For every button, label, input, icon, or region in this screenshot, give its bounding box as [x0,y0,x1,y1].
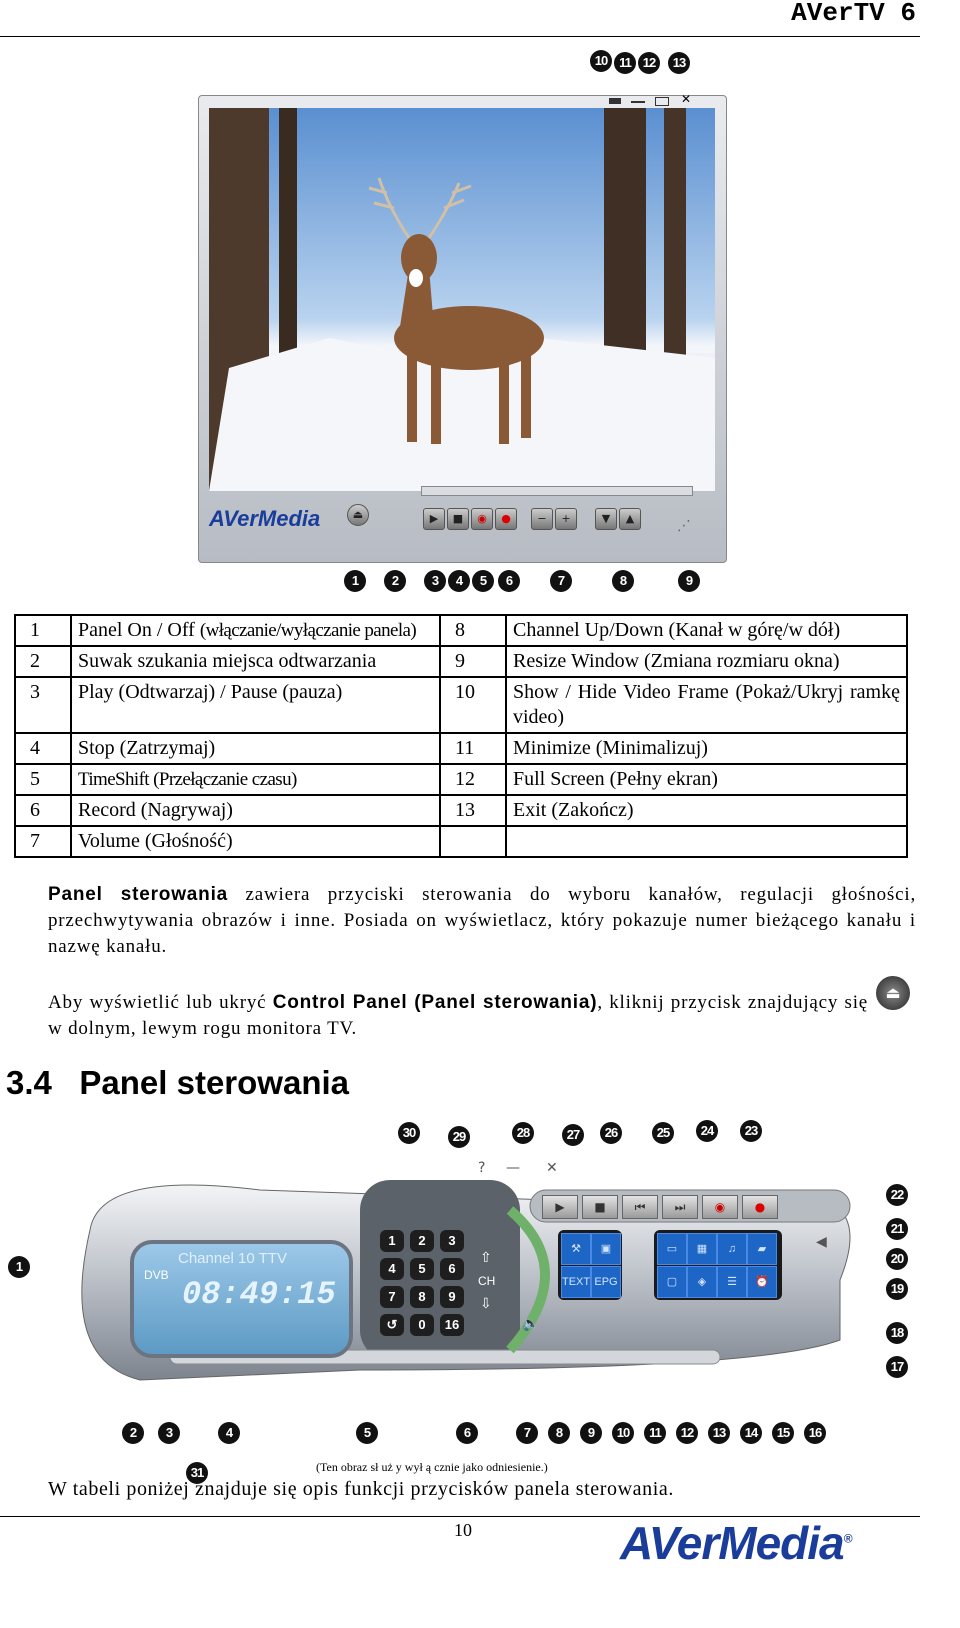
callout-23: 23 [740,1120,762,1142]
music-icon[interactable]: ♫ [717,1233,747,1265]
row-number: 1 [15,615,71,646]
callout-20: 20 [886,1248,908,1270]
channel-label: CH [478,1274,496,1288]
paragraph-text: zawiera przyciski sterowania do wyboru kanałów, regulacji głośności, przechwytywania obrazów i inne. Posiada on wyświetlacz, który pokazuje numer bieżącego kanału i nazwę kanału. [48,884,916,957]
registered-mark: ® [843,1531,852,1546]
row-number: 10 [440,677,506,733]
teletext-button[interactable]: TEXT [561,1266,591,1298]
callout-1: 1 [8,1256,30,1278]
paragraph-bold: Panel sterowania [48,884,229,905]
volume-up-button[interactable]: + [555,508,577,530]
row-extra-text: (włączanie/wyłączanie panela) [199,620,417,641]
row-number: 13 [440,795,506,826]
callout-4: 4 [448,570,470,592]
paragraph-panel-description [48,882,916,960]
row-description: Show / Hide Video Frame (Pokaż/Ukryj ramkę video) [506,677,907,733]
legend-table [14,614,908,858]
row-number: 6 [15,795,71,826]
callout-10: 10 [612,1422,634,1444]
key-2[interactable]: 2 [410,1230,434,1252]
row-number: 7 [15,826,71,857]
table-row [15,795,907,826]
volume-down-button[interactable]: − [531,508,553,530]
key-7[interactable]: 7 [380,1286,404,1308]
callout-4: 4 [218,1422,240,1444]
callout-27: 27 [562,1124,584,1146]
callout-31: 31 [186,1462,208,1484]
key-0[interactable]: 0 [410,1314,434,1336]
callout-11: 11 [644,1422,666,1444]
settings-icon[interactable]: ⚒ [561,1233,591,1265]
key-8[interactable]: 8 [410,1286,434,1308]
section-number: 3.4 [6,1064,52,1101]
lcd-display [130,1240,353,1358]
list-icon[interactable]: ☰ [717,1266,747,1298]
fullscreen-icon[interactable] [655,97,669,106]
callout-2: 2 [122,1422,144,1444]
paragraph-toggle-instructions [48,990,868,1042]
show-hide-frame-icon[interactable] [609,98,621,104]
radio-icon[interactable]: ▦ [687,1233,717,1265]
callout-11: 11 [614,52,636,74]
callout-29: 29 [448,1126,470,1148]
record-button[interactable]: ● [742,1195,778,1219]
row-number: 5 [15,764,71,795]
key-recall[interactable]: ↺ [380,1314,404,1336]
callout-22: 22 [886,1184,908,1206]
page-number: 10 [454,1520,472,1540]
row-description: Exit (Zakończ) [506,795,907,826]
channel-up-button[interactable]: ▲ [619,508,641,530]
close-icon[interactable]: ✕ [681,92,692,106]
panel-toggle-icon: ⏏ [876,976,910,1010]
image-caption: (Ten obraz sł uż y wył ą cznie jako odniesienie.) [316,1460,548,1474]
row-number: 2 [15,646,71,677]
callout-28: 28 [512,1122,534,1144]
callout-17: 17 [886,1356,908,1378]
row-number: 8 [440,615,506,646]
table-intro-note: W tabeli poniżej znajduje się opis funkcji przycisków panela sterowania. [48,1478,674,1500]
callout-18: 18 [886,1322,908,1344]
row-number: 9 [440,646,506,677]
stop-button[interactable]: ■ [447,508,469,530]
key-1[interactable]: 1 [380,1230,404,1252]
callout-9: 9 [580,1422,602,1444]
callout-19: 19 [886,1278,908,1300]
row-description: Minimize (Minimalizuj) [506,733,907,764]
paragraph-text: , kliknij przycisk znajdujący się w dolnym, lewym rogu monitora TV. [48,992,869,1039]
function-grid-right [654,1230,782,1300]
numeric-keypad [380,1230,540,1350]
callout-13: 13 [708,1422,730,1444]
callout-15: 15 [772,1422,794,1444]
seek-slider[interactable] [421,486,693,496]
callout-3: 3 [158,1422,180,1444]
callout-10: 10 [590,50,612,72]
row-number: 3 [15,677,71,733]
channel-down-button[interactable]: ▼ [595,508,617,530]
resize-grip-icon[interactable]: ⋰ [677,518,691,534]
timeshift-button[interactable]: ◉ [702,1195,738,1219]
row-description [506,826,907,857]
row-description: Record (Nagrywaj) [71,795,440,826]
mute-icon[interactable]: 🔈 [522,1316,540,1332]
row-description: Full Screen (Pełny ekran) [506,764,907,795]
table-row [15,733,907,764]
callout-1: 1 [344,570,366,592]
player-window [198,92,727,563]
control-panel-illustration [60,1160,860,1420]
callout-30: 30 [398,1122,420,1144]
lcd-dvb-label: DVB [144,1268,169,1282]
callout-8: 8 [612,570,634,592]
brand-logo: AVerMedia [209,506,321,531]
footer-logo [620,1516,851,1570]
table-row [15,677,907,733]
next-button[interactable]: ⏭ [662,1195,698,1219]
panel-toggle-button[interactable]: ⏏ [347,504,369,526]
table-row [15,646,907,677]
footer-logo-text: AVerMedia [620,1517,844,1569]
callout-13: 13 [668,52,690,74]
row-description: Resize Window (Zmiana rozmiaru okna) [506,646,907,677]
window-title-buttons [609,92,699,108]
row-description: Play (Odtwarzaj) / Pause (pauza) [71,677,440,733]
table-row [15,826,907,857]
row-description [71,615,440,646]
row-description: Suwak szukania miejsca odtwarzania [71,646,440,677]
callout-7: 7 [516,1422,538,1444]
key-16[interactable]: 16 [440,1314,464,1336]
row-number [440,826,506,857]
callout-2: 2 [384,570,406,592]
key-4[interactable]: 4 [380,1258,404,1280]
record-button[interactable]: ● [495,508,517,530]
callout-9: 9 [678,570,700,592]
deer-scene-image [209,108,715,491]
lcd-channel-name: Channel 10 TTV [178,1250,287,1267]
callout-21: 21 [886,1218,908,1240]
play-button[interactable]: ▶ [542,1195,578,1219]
minimize-icon[interactable] [631,101,645,103]
alarm-icon[interactable]: ⏰ [747,1266,777,1298]
tv-icon[interactable]: ▭ [657,1233,687,1265]
callout-8: 8 [548,1422,570,1444]
channel-up-icon[interactable]: ⇧ [480,1250,492,1266]
zoom-icon[interactable]: ◈ [687,1266,717,1298]
key-9[interactable]: 9 [440,1286,464,1308]
folder-icon[interactable]: ▰ [747,1233,777,1265]
callout-16: 16 [804,1422,826,1444]
row-number: 12 [440,764,506,795]
callout-3: 3 [424,570,446,592]
key-6[interactable]: 6 [440,1258,464,1280]
play-button[interactable]: ▶ [423,508,445,530]
collapse-arrow-icon[interactable]: ◀ [816,1234,827,1250]
row-description: Stop (Zatrzymaj) [71,733,440,764]
section-heading [6,1064,349,1102]
row-description: TimeShift (Przełączanie czasu) [71,764,440,795]
minimize-icon[interactable]: — [506,1160,520,1176]
help-icon[interactable]: ? [478,1160,486,1176]
row-number: 11 [440,733,506,764]
callout-14: 14 [740,1422,762,1444]
callout-12: 12 [638,52,660,74]
row-number: 4 [15,733,71,764]
callout-6: 6 [456,1422,478,1444]
table-row [15,615,907,646]
previous-button[interactable]: ⏮ [622,1195,658,1219]
key-3[interactable]: 3 [440,1230,464,1252]
row-text: Panel On / Off [78,619,195,641]
close-icon[interactable]: ✕ [546,1160,558,1176]
callout-26: 26 [600,1122,622,1144]
callout-12: 12 [676,1422,698,1444]
callout-6: 6 [498,570,520,592]
callout-5: 5 [356,1422,378,1444]
row-description: Volume (Głośność) [71,826,440,857]
callout-24: 24 [696,1120,718,1142]
function-grid-left [558,1230,622,1300]
callout-25: 25 [652,1122,674,1144]
section-title: Panel sterowania [79,1064,349,1101]
paragraph-text: Aby wyświetlić lub ukryć [48,992,273,1013]
timeshift-button[interactable]: ◉ [471,508,493,530]
channel-down-icon[interactable]: ⇩ [480,1296,492,1312]
window-icon[interactable]: ▢ [657,1266,687,1298]
capture-icon[interactable]: ▣ [591,1233,621,1265]
header-title: AVerTV 6 [791,0,916,28]
lcd-time: 08:49:15 [182,1276,336,1313]
page-header [0,0,920,37]
paragraph-bold: Control Panel (Panel sterowania) [272,992,598,1013]
table-row [15,764,907,795]
player-control-bar [199,496,726,562]
row-description: Channel Up/Down (Kanał w górę/w dół) [506,615,907,646]
callout-5: 5 [472,570,494,592]
callout-7: 7 [550,570,572,592]
stop-button[interactable]: ■ [582,1195,618,1219]
key-5[interactable]: 5 [410,1258,434,1280]
epg-button[interactable]: EPG [591,1266,621,1298]
video-frame [209,108,715,491]
